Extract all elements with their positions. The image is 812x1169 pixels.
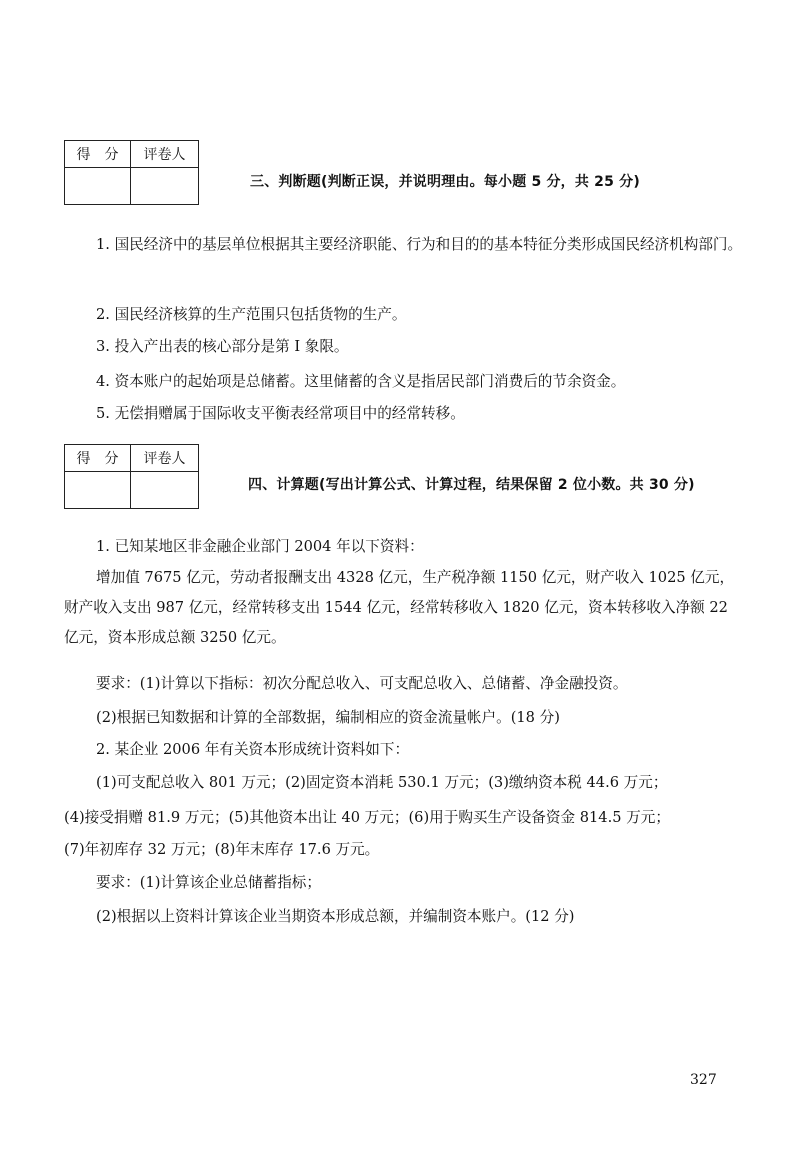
grader-header: 评卷人 [131, 445, 199, 472]
score-header: 得 分 [65, 141, 131, 168]
judgement-item-1: 1. 国民经济中的基层单位根据其主要经济职能、行为和目的的基本特征分类形成国民经济机构部门。 [96, 236, 743, 253]
calc-q2-req1: 要求：(1)计算该企业总储蓄指标； [96, 874, 321, 891]
grader-cell [131, 472, 199, 509]
calc-q2-intro: 2. 某企业 2006 年有关资本形成统计资料如下： [96, 741, 410, 758]
score-cell [65, 472, 131, 509]
calc-q1-data: 增加值 7675 亿元，劳动者报酬支出 4328 亿元，生产税净额 1150 亿元，财产收入 1025 亿元，财产收入支出 987 亿元，经常转移支出 1544 亿元，经常转移收入 1820 亿元，资本转移收入净额 22 亿元，资本形成总额 3250 亿元。 [64, 569, 735, 646]
section-3-title: 三、判断题(判断正误，并说明理由。每小题 5 分，共 25 分) [250, 174, 640, 190]
judgement-item-5: 5. 无偿捐赠属于国际收支平衡表经常项目中的经常转移。 [96, 405, 465, 422]
calc-q1-req1: 要求：(1)计算以下指标：初次分配总收入、可支配总收入、总储蓄、净金融投资。 [96, 675, 628, 692]
judgement-item-3: 3. 投入产出表的核心部分是第 I 象限。 [96, 338, 349, 355]
calc-q2-data-line-1: (1)可支配总收入 801 万元；(2)固定资本消耗 530.1 万元；(3)缴纳资本税 44.6 万元； [96, 774, 668, 791]
score-header: 得 分 [65, 445, 131, 472]
calc-q1-intro: 1. 已知某地区非金融企业部门 2004 年以下资料： [96, 538, 424, 555]
calc-q1-req2: (2)根据已知数据和计算的全部数据，编制相应的资金流量帐户。(18 分) [96, 709, 560, 726]
calc-q2-data-line-2: (4)接受捐赠 81.9 万元；(5)其他资本出让 40 万元；(6)用于购买生产设备资金 814.5 万元； [64, 809, 670, 826]
calc-q2-data-line-3: (7)年初库存 32 万元；(8)年末库存 17.6 万元。 [64, 841, 380, 858]
score-table-section-3 [64, 140, 199, 205]
page-number: 327 [690, 1072, 717, 1088]
score-cell [65, 168, 131, 205]
grader-cell [131, 168, 199, 205]
calc-q2-req2: (2)根据以上资料计算该企业当期资本形成总额，并编制资本账户。(12 分) [96, 908, 575, 925]
judgement-item-2: 2. 国民经济核算的生产范围只包括货物的生产。 [96, 306, 407, 323]
section-4-title: 四、计算题(写出计算公式、计算过程，结果保留 2 位小数。共 30 分) [248, 477, 695, 493]
judgement-item-4: 4. 资本账户的起始项是总储蓄。这里储蓄的含义是指居民部门消费后的节余资金。 [96, 373, 626, 390]
grader-header: 评卷人 [131, 141, 199, 168]
score-table-section-4 [64, 444, 199, 509]
